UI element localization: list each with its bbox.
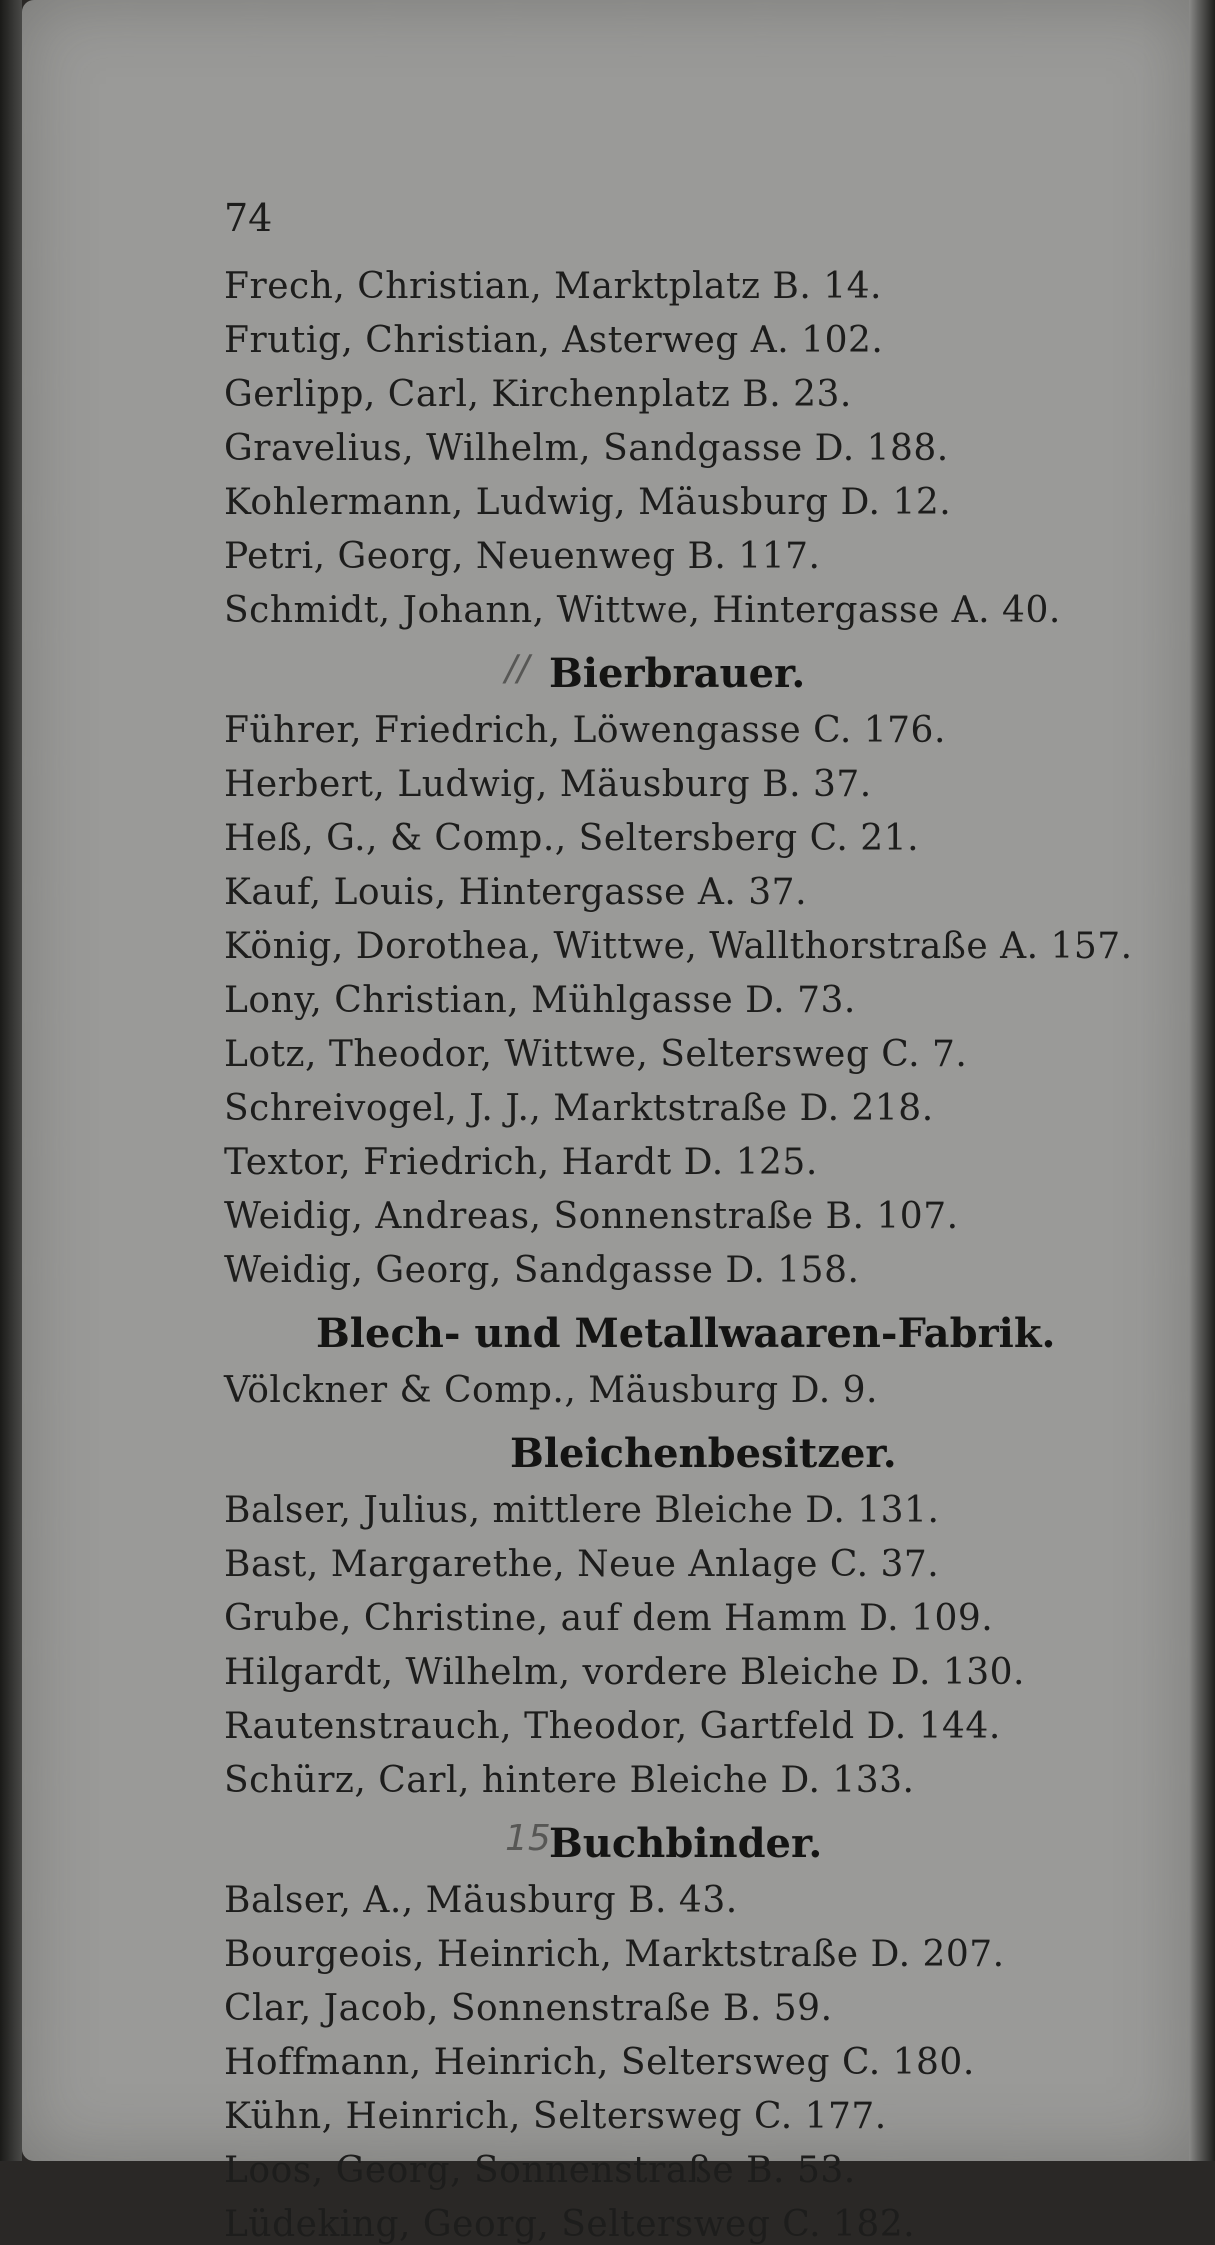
entry-line: Heß, G., & Comp., Seltersberg C. 21. — [224, 818, 920, 859]
page-edge — [1189, 0, 1215, 2161]
entry-line: Frech, Christian, Marktplatz B. 14. — [224, 266, 882, 307]
entry-line: Lony, Christian, Mühlgasse D. 73. — [224, 980, 856, 1021]
section-heading-buchbinder: Buchbinder. — [549, 1820, 823, 1867]
book-gutter — [0, 0, 22, 2161]
entry-line: Kohlermann, Ludwig, Mäusburg D. 12. — [224, 482, 952, 523]
entry-line: Kauf, Louis, Hintergasse A. 37. — [224, 872, 808, 913]
entry-line: Loos, Georg, Sonnenstraße B. 53. — [224, 2150, 856, 2191]
entry-line: Frutig, Christian, Asterweg A. 102. — [224, 320, 884, 361]
entry-line: Bourgeois, Heinrich, Marktstraße D. 207. — [224, 1934, 1005, 1975]
pencil-annotation: 15 — [505, 1818, 551, 1859]
entry-line: Grube, Christine, auf dem Hamm D. 109. — [224, 1598, 994, 1639]
entry-line: Schmidt, Johann, Wittwe, Hintergasse A. 40. — [224, 590, 1061, 631]
entry-line: Rautenstrauch, Theodor, Gartfeld D. 144. — [224, 1706, 1001, 1747]
entry-line: Lotz, Theodor, Wittwe, Seltersweg C. 7. — [224, 1034, 968, 1075]
section-heading-blech: Blech- und Metallwaaren-Fabrik. — [316, 1310, 1056, 1357]
entry-line: Hilgardt, Wilhelm, vordere Bleiche D. 130. — [224, 1652, 1025, 1693]
entry-line: Balser, A., Mäusburg B. 43. — [224, 1880, 738, 1921]
entry-line: Petri, Georg, Neuenweg B. 117. — [224, 536, 821, 577]
entry-line: Bast, Margarethe, Neue Anlage C. 37. — [224, 1544, 940, 1585]
entry-line: Führer, Friedrich, Löwengasse C. 176. — [224, 710, 946, 751]
entry-line: Weidig, Georg, Sandgasse D. 158. — [224, 1250, 860, 1291]
entry-line: König, Dorothea, Wittwe, Wallthorstraße A. 157. — [224, 926, 1133, 967]
section-heading-bierbrauer: Bierbrauer. — [549, 650, 806, 697]
entry-line: Clar, Jacob, Sonnenstraße B. 59. — [224, 1988, 833, 2029]
entry-line: Weidig, Andreas, Sonnenstraße B. 107. — [224, 1196, 959, 1237]
entry-line: Völckner & Comp., Mäusburg D. 9. — [224, 1370, 878, 1411]
entry-line: Balser, Julius, mittlere Bleiche D. 131. — [224, 1490, 940, 1531]
entry-line: Hoffmann, Heinrich, Seltersweg C. 180. — [224, 2042, 975, 2083]
entry-line: Kühn, Heinrich, Seltersweg C. 177. — [224, 2096, 887, 2137]
entry-line: Lüdeking, Georg, Seltersweg C. 182. — [224, 2204, 916, 2245]
entry-line: Textor, Friedrich, Hardt D. 125. — [224, 1142, 818, 1183]
entry-line: Schreivogel, J. J., Marktstraße D. 218. — [224, 1088, 934, 1129]
entry-line: Herbert, Ludwig, Mäusburg B. 37. — [224, 764, 872, 805]
entry-line: Schürz, Carl, hintere Bleiche D. 133. — [224, 1760, 915, 1801]
pencil-annotation: // — [505, 648, 530, 689]
page-number: 74 — [224, 196, 273, 240]
entry-line: Gravelius, Wilhelm, Sandgasse D. 188. — [224, 428, 949, 469]
section-heading-bleichenbesitzer: Bleichenbesitzer. — [510, 1430, 897, 1477]
entry-line: Gerlipp, Carl, Kirchenplatz B. 23. — [224, 374, 852, 415]
